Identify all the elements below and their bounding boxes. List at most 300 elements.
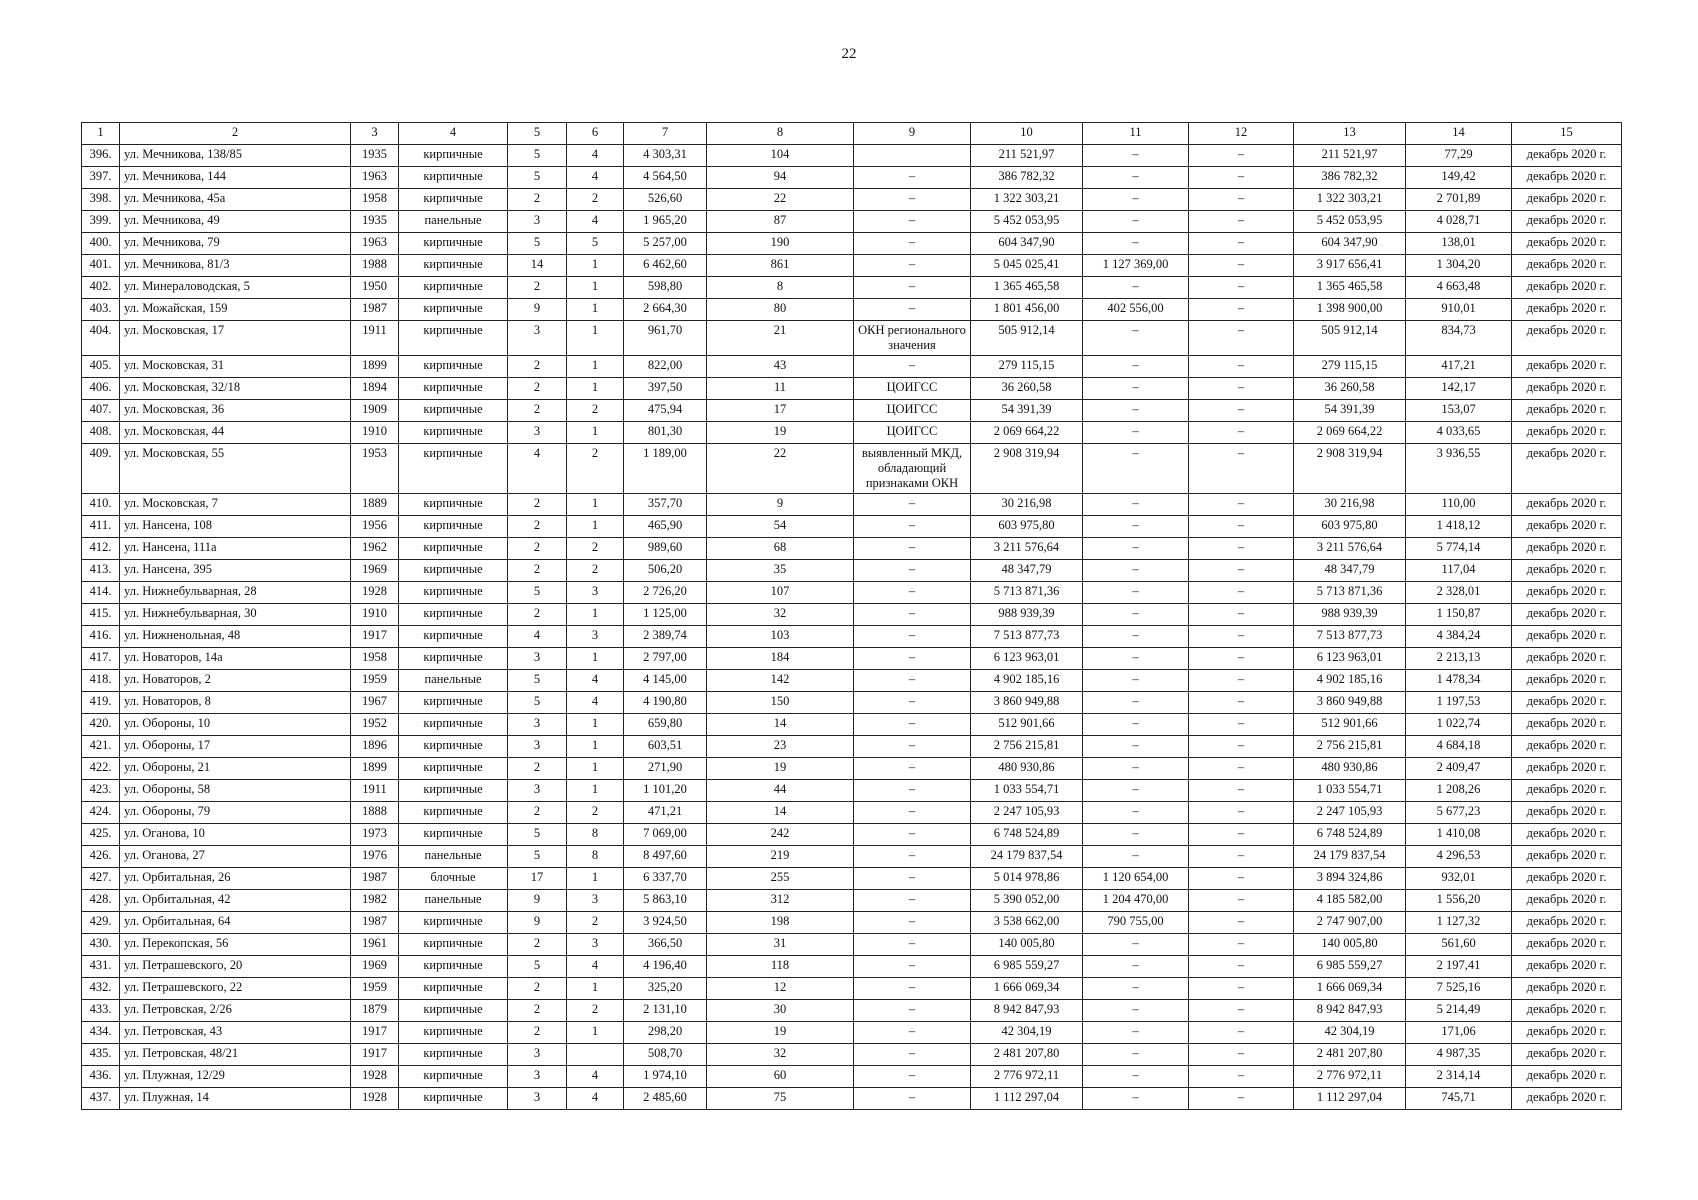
cell-col-2: ул. Московская, 17 xyxy=(120,321,351,356)
cell-col-3: 1879 xyxy=(351,1000,399,1022)
cell-col-1: 411. xyxy=(82,516,120,538)
cell-col-5: 4 xyxy=(508,444,567,494)
table-row xyxy=(82,846,1622,868)
cell-col-9: – xyxy=(854,277,971,299)
cell-col-9: – xyxy=(854,516,971,538)
cell-col-3: 1935 xyxy=(351,211,399,233)
cell-col-5: 5 xyxy=(508,692,567,714)
cell-col-8: 9 xyxy=(707,494,854,516)
table-row xyxy=(82,255,1622,277)
table-row xyxy=(82,299,1622,321)
cell-col-9: – xyxy=(854,780,971,802)
cell-col-2: ул. Оганова, 10 xyxy=(120,824,351,846)
cell-col-8: 104 xyxy=(707,145,854,167)
cell-col-12: – xyxy=(1189,648,1294,670)
cell-col-1: 398. xyxy=(82,189,120,211)
cell-col-15: декабрь 2020 г. xyxy=(1512,868,1622,890)
cell-col-8: 150 xyxy=(707,692,854,714)
table-row xyxy=(82,692,1622,714)
cell-col-9: – xyxy=(854,167,971,189)
cell-col-11: – xyxy=(1083,211,1189,233)
cell-col-10: 7 513 877,73 xyxy=(971,626,1083,648)
cell-col-12: – xyxy=(1189,299,1294,321)
cell-col-6: 3 xyxy=(567,890,624,912)
cell-col-11: – xyxy=(1083,934,1189,956)
cell-col-1: 436. xyxy=(82,1066,120,1088)
cell-col-3: 1956 xyxy=(351,516,399,538)
cell-col-13: 4 185 582,00 xyxy=(1294,890,1406,912)
cell-col-11: – xyxy=(1083,560,1189,582)
cell-col-3: 1952 xyxy=(351,714,399,736)
cell-col-4: кирпичные xyxy=(399,780,508,802)
cell-col-3: 1958 xyxy=(351,189,399,211)
housing-registry-table xyxy=(81,122,1622,1110)
cell-col-11: – xyxy=(1083,400,1189,422)
cell-col-8: 68 xyxy=(707,538,854,560)
cell-col-13: 1 112 297,04 xyxy=(1294,1088,1406,1110)
cell-col-5: 5 xyxy=(508,670,567,692)
column-header-12: 12 xyxy=(1189,123,1294,145)
table-row xyxy=(82,233,1622,255)
cell-col-8: 22 xyxy=(707,189,854,211)
cell-col-12: – xyxy=(1189,802,1294,824)
cell-col-5: 2 xyxy=(508,378,567,400)
cell-col-5: 2 xyxy=(508,1022,567,1044)
cell-col-11: 402 556,00 xyxy=(1083,299,1189,321)
cell-col-10: 24 179 837,54 xyxy=(971,846,1083,868)
cell-col-6: 1 xyxy=(567,356,624,378)
cell-col-8: 54 xyxy=(707,516,854,538)
cell-col-11: – xyxy=(1083,824,1189,846)
column-header-2: 2 xyxy=(120,123,351,145)
cell-col-9: – xyxy=(854,604,971,626)
cell-col-5: 2 xyxy=(508,978,567,1000)
cell-col-6: 4 xyxy=(567,145,624,167)
cell-col-10: 54 391,39 xyxy=(971,400,1083,422)
cell-col-7: 508,70 xyxy=(624,1044,707,1066)
cell-col-10: 988 939,39 xyxy=(971,604,1083,626)
cell-col-14: 2 328,01 xyxy=(1406,582,1512,604)
cell-col-15: декабрь 2020 г. xyxy=(1512,692,1622,714)
cell-col-2: ул. Обороны, 10 xyxy=(120,714,351,736)
cell-col-2: ул. Петровская, 2/26 xyxy=(120,1000,351,1022)
cell-col-12: – xyxy=(1189,516,1294,538)
cell-col-12: – xyxy=(1189,233,1294,255)
cell-col-6: 1 xyxy=(567,780,624,802)
cell-col-9 xyxy=(854,145,971,167)
cell-col-12: – xyxy=(1189,978,1294,1000)
cell-col-12: – xyxy=(1189,538,1294,560)
cell-col-9: – xyxy=(854,299,971,321)
cell-col-6: 1 xyxy=(567,299,624,321)
cell-col-4: панельные xyxy=(399,846,508,868)
cell-col-4: панельные xyxy=(399,890,508,912)
table-row xyxy=(82,956,1622,978)
cell-col-4: кирпичные xyxy=(399,378,508,400)
cell-col-12: – xyxy=(1189,560,1294,582)
cell-col-7: 801,30 xyxy=(624,422,707,444)
cell-col-10: 505 912,14 xyxy=(971,321,1083,356)
cell-col-4: кирпичные xyxy=(399,167,508,189)
cell-col-7: 603,51 xyxy=(624,736,707,758)
cell-col-15: декабрь 2020 г. xyxy=(1512,912,1622,934)
cell-col-14: 745,71 xyxy=(1406,1088,1512,1110)
cell-col-12: – xyxy=(1189,714,1294,736)
cell-col-15: декабрь 2020 г. xyxy=(1512,560,1622,582)
cell-col-5: 3 xyxy=(508,1088,567,1110)
cell-col-7: 325,20 xyxy=(624,978,707,1000)
table-row xyxy=(82,1000,1622,1022)
cell-col-2: ул. Обороны, 58 xyxy=(120,780,351,802)
cell-col-9: – xyxy=(854,233,971,255)
cell-col-10: 8 942 847,93 xyxy=(971,1000,1083,1022)
cell-col-7: 2 131,10 xyxy=(624,1000,707,1022)
cell-col-13: 140 005,80 xyxy=(1294,934,1406,956)
cell-col-4: панельные xyxy=(399,211,508,233)
cell-col-11: – xyxy=(1083,648,1189,670)
table-row xyxy=(82,1044,1622,1066)
cell-col-14: 138,01 xyxy=(1406,233,1512,255)
cell-col-15: декабрь 2020 г. xyxy=(1512,626,1622,648)
cell-col-6: 1 xyxy=(567,758,624,780)
column-header-5: 5 xyxy=(508,123,567,145)
cell-col-12: – xyxy=(1189,912,1294,934)
cell-col-8: 30 xyxy=(707,1000,854,1022)
cell-col-13: 279 115,15 xyxy=(1294,356,1406,378)
cell-col-13: 512 901,66 xyxy=(1294,714,1406,736)
cell-col-9: – xyxy=(854,1022,971,1044)
table-row xyxy=(82,356,1622,378)
cell-col-1: 437. xyxy=(82,1088,120,1110)
cell-col-9: – xyxy=(854,714,971,736)
cell-col-2: ул. Обороны, 21 xyxy=(120,758,351,780)
cell-col-6: 1 xyxy=(567,422,624,444)
cell-col-14: 4 033,65 xyxy=(1406,422,1512,444)
cell-col-8: 19 xyxy=(707,758,854,780)
cell-col-2: ул. Петрашевского, 22 xyxy=(120,978,351,1000)
cell-col-11: – xyxy=(1083,758,1189,780)
cell-col-1: 403. xyxy=(82,299,120,321)
column-header-3: 3 xyxy=(351,123,399,145)
cell-col-7: 2 726,20 xyxy=(624,582,707,604)
cell-col-9: ЦОИГСС xyxy=(854,378,971,400)
cell-col-15: декабрь 2020 г. xyxy=(1512,780,1622,802)
column-header-11: 11 xyxy=(1083,123,1189,145)
cell-col-9: – xyxy=(854,670,971,692)
cell-col-6: 1 xyxy=(567,648,624,670)
cell-col-2: ул. Перекопская, 56 xyxy=(120,934,351,956)
cell-col-5: 14 xyxy=(508,255,567,277)
cell-col-3: 1888 xyxy=(351,802,399,824)
cell-col-3: 1987 xyxy=(351,868,399,890)
cell-col-8: 118 xyxy=(707,956,854,978)
cell-col-1: 429. xyxy=(82,912,120,934)
cell-col-9: – xyxy=(854,626,971,648)
cell-col-12: – xyxy=(1189,167,1294,189)
cell-col-11: – xyxy=(1083,1022,1189,1044)
column-header-6: 6 xyxy=(567,123,624,145)
cell-col-2: ул. Мечникова, 79 xyxy=(120,233,351,255)
cell-col-7: 2 664,30 xyxy=(624,299,707,321)
cell-col-15: декабрь 2020 г. xyxy=(1512,356,1622,378)
cell-col-15: декабрь 2020 г. xyxy=(1512,1066,1622,1088)
cell-col-10: 1 112 297,04 xyxy=(971,1088,1083,1110)
cell-col-7: 526,60 xyxy=(624,189,707,211)
cell-col-4: блочные xyxy=(399,868,508,890)
cell-col-12: – xyxy=(1189,780,1294,802)
cell-col-2: ул. Мечникова, 138/85 xyxy=(120,145,351,167)
table-body xyxy=(82,145,1622,1110)
cell-col-6: 1 xyxy=(567,604,624,626)
cell-col-12: – xyxy=(1189,582,1294,604)
cell-col-13: 604 347,90 xyxy=(1294,233,1406,255)
cell-col-1: 396. xyxy=(82,145,120,167)
cell-col-14: 4 028,71 xyxy=(1406,211,1512,233)
cell-col-1: 407. xyxy=(82,400,120,422)
cell-col-15: декабрь 2020 г. xyxy=(1512,255,1622,277)
cell-col-14: 77,29 xyxy=(1406,145,1512,167)
cell-col-14: 7 525,16 xyxy=(1406,978,1512,1000)
cell-col-12: – xyxy=(1189,1022,1294,1044)
column-header-10: 10 xyxy=(971,123,1083,145)
cell-col-3: 1950 xyxy=(351,277,399,299)
table-row xyxy=(82,538,1622,560)
cell-col-11: – xyxy=(1083,189,1189,211)
cell-col-8: 14 xyxy=(707,802,854,824)
cell-col-4: кирпичные xyxy=(399,934,508,956)
cell-col-4: кирпичные xyxy=(399,736,508,758)
cell-col-5: 2 xyxy=(508,802,567,824)
cell-col-4: кирпичные xyxy=(399,604,508,626)
cell-col-6: 4 xyxy=(567,1066,624,1088)
cell-col-7: 2 797,00 xyxy=(624,648,707,670)
cell-col-1: 408. xyxy=(82,422,120,444)
cell-col-13: 2 756 215,81 xyxy=(1294,736,1406,758)
cell-col-11: – xyxy=(1083,582,1189,604)
cell-col-5: 4 xyxy=(508,626,567,648)
cell-col-13: 4 902 185,16 xyxy=(1294,670,1406,692)
cell-col-1: 412. xyxy=(82,538,120,560)
cell-col-4: кирпичные xyxy=(399,494,508,516)
cell-col-5: 2 xyxy=(508,934,567,956)
cell-col-3: 1894 xyxy=(351,378,399,400)
cell-col-15: декабрь 2020 г. xyxy=(1512,494,1622,516)
cell-col-10: 2 908 319,94 xyxy=(971,444,1083,494)
cell-col-6: 3 xyxy=(567,626,624,648)
cell-col-13: 3 917 656,41 xyxy=(1294,255,1406,277)
cell-col-3: 1935 xyxy=(351,145,399,167)
cell-col-8: 75 xyxy=(707,1088,854,1110)
cell-col-2: ул. Плужная, 14 xyxy=(120,1088,351,1110)
cell-col-12: – xyxy=(1189,758,1294,780)
cell-col-13: 6 748 524,89 xyxy=(1294,824,1406,846)
cell-col-3: 1987 xyxy=(351,299,399,321)
cell-col-10: 386 782,32 xyxy=(971,167,1083,189)
cell-col-2: ул. Московская, 55 xyxy=(120,444,351,494)
cell-col-7: 4 190,80 xyxy=(624,692,707,714)
cell-col-13: 42 304,19 xyxy=(1294,1022,1406,1044)
cell-col-12: – xyxy=(1189,890,1294,912)
cell-col-4: кирпичные xyxy=(399,299,508,321)
cell-col-2: ул. Нижненольная, 48 xyxy=(120,626,351,648)
cell-col-12: – xyxy=(1189,189,1294,211)
cell-col-13: 2 776 972,11 xyxy=(1294,1066,1406,1088)
cell-col-10: 2 481 207,80 xyxy=(971,1044,1083,1066)
cell-col-9: – xyxy=(854,1044,971,1066)
cell-col-8: 255 xyxy=(707,868,854,890)
cell-col-1: 406. xyxy=(82,378,120,400)
table-row xyxy=(82,670,1622,692)
cell-col-9: – xyxy=(854,692,971,714)
column-header-7: 7 xyxy=(624,123,707,145)
cell-col-8: 19 xyxy=(707,422,854,444)
table-row xyxy=(82,400,1622,422)
cell-col-11: – xyxy=(1083,1000,1189,1022)
table-row xyxy=(82,912,1622,934)
cell-col-8: 184 xyxy=(707,648,854,670)
cell-col-10: 4 902 185,16 xyxy=(971,670,1083,692)
cell-col-15: декабрь 2020 г. xyxy=(1512,956,1622,978)
cell-col-10: 2 069 664,22 xyxy=(971,422,1083,444)
cell-col-11: – xyxy=(1083,516,1189,538)
cell-col-5: 5 xyxy=(508,956,567,978)
cell-col-1: 426. xyxy=(82,846,120,868)
cell-col-6: 1 xyxy=(567,378,624,400)
table-row xyxy=(82,582,1622,604)
cell-col-5: 2 xyxy=(508,758,567,780)
cell-col-10: 140 005,80 xyxy=(971,934,1083,956)
cell-col-1: 399. xyxy=(82,211,120,233)
cell-col-7: 397,50 xyxy=(624,378,707,400)
cell-col-15: декабрь 2020 г. xyxy=(1512,670,1622,692)
cell-col-12: – xyxy=(1189,626,1294,648)
cell-col-9: – xyxy=(854,978,971,1000)
cell-col-10: 3 211 576,64 xyxy=(971,538,1083,560)
cell-col-10: 1 322 303,21 xyxy=(971,189,1083,211)
cell-col-8: 8 xyxy=(707,277,854,299)
cell-col-5: 2 xyxy=(508,277,567,299)
cell-col-12: – xyxy=(1189,868,1294,890)
cell-col-7: 4 303,31 xyxy=(624,145,707,167)
cell-col-12: – xyxy=(1189,604,1294,626)
cell-col-8: 44 xyxy=(707,780,854,802)
cell-col-4: кирпичные xyxy=(399,189,508,211)
cell-col-13: 1 033 554,71 xyxy=(1294,780,1406,802)
cell-col-11: – xyxy=(1083,626,1189,648)
table-row xyxy=(82,978,1622,1000)
cell-col-7: 1 974,10 xyxy=(624,1066,707,1088)
cell-col-13: 1 398 900,00 xyxy=(1294,299,1406,321)
cell-col-3: 1958 xyxy=(351,648,399,670)
cell-col-14: 4 296,53 xyxy=(1406,846,1512,868)
cell-col-9: – xyxy=(854,846,971,868)
cell-col-4: кирпичные xyxy=(399,582,508,604)
cell-col-3: 1910 xyxy=(351,604,399,626)
cell-col-10: 3 538 662,00 xyxy=(971,912,1083,934)
cell-col-14: 4 663,48 xyxy=(1406,277,1512,299)
cell-col-7: 822,00 xyxy=(624,356,707,378)
cell-col-4: кирпичные xyxy=(399,1022,508,1044)
table-row xyxy=(82,890,1622,912)
cell-col-1: 402. xyxy=(82,277,120,299)
cell-col-12: – xyxy=(1189,692,1294,714)
cell-col-13: 988 939,39 xyxy=(1294,604,1406,626)
column-header-1: 1 xyxy=(82,123,120,145)
cell-col-10: 30 216,98 xyxy=(971,494,1083,516)
cell-col-7: 366,50 xyxy=(624,934,707,956)
cell-col-8: 17 xyxy=(707,400,854,422)
page-number: 22 xyxy=(841,46,857,62)
cell-col-14: 2 314,14 xyxy=(1406,1066,1512,1088)
cell-col-10: 211 521,97 xyxy=(971,145,1083,167)
table-row xyxy=(82,934,1622,956)
cell-col-1: 433. xyxy=(82,1000,120,1022)
cell-col-11: – xyxy=(1083,167,1189,189)
cell-col-1: 418. xyxy=(82,670,120,692)
cell-col-4: кирпичные xyxy=(399,400,508,422)
cell-col-9: – xyxy=(854,211,971,233)
cell-col-3: 1899 xyxy=(351,758,399,780)
table-row xyxy=(82,604,1622,626)
cell-col-4: кирпичные xyxy=(399,321,508,356)
cell-col-14: 1 418,12 xyxy=(1406,516,1512,538)
cell-col-7: 357,70 xyxy=(624,494,707,516)
cell-col-5: 2 xyxy=(508,1000,567,1022)
cell-col-15: декабрь 2020 г. xyxy=(1512,846,1622,868)
cell-col-14: 149,42 xyxy=(1406,167,1512,189)
cell-col-15: декабрь 2020 г. xyxy=(1512,233,1622,255)
cell-col-15: декабрь 2020 г. xyxy=(1512,1044,1622,1066)
cell-col-15: декабрь 2020 г. xyxy=(1512,758,1622,780)
cell-col-3: 1953 xyxy=(351,444,399,494)
cell-col-3: 1899 xyxy=(351,356,399,378)
cell-col-2: ул. Обороны, 79 xyxy=(120,802,351,824)
cell-col-3: 1909 xyxy=(351,400,399,422)
cell-col-5: 9 xyxy=(508,912,567,934)
column-header-8: 8 xyxy=(707,123,854,145)
table-row xyxy=(82,868,1622,890)
cell-col-5: 5 xyxy=(508,233,567,255)
cell-col-10: 42 304,19 xyxy=(971,1022,1083,1044)
cell-col-11: – xyxy=(1083,233,1189,255)
cell-col-2: ул. Мечникова, 81/3 xyxy=(120,255,351,277)
cell-col-1: 397. xyxy=(82,167,120,189)
cell-col-13: 480 930,86 xyxy=(1294,758,1406,780)
cell-col-13: 48 347,79 xyxy=(1294,560,1406,582)
cell-col-8: 219 xyxy=(707,846,854,868)
cell-col-13: 5 713 871,36 xyxy=(1294,582,1406,604)
cell-col-3: 1967 xyxy=(351,692,399,714)
cell-col-11: – xyxy=(1083,356,1189,378)
cell-col-6: 1 xyxy=(567,494,624,516)
cell-col-9: – xyxy=(854,868,971,890)
cell-col-8: 107 xyxy=(707,582,854,604)
table-row xyxy=(82,1088,1622,1110)
cell-col-6: 4 xyxy=(567,167,624,189)
cell-col-4: кирпичные xyxy=(399,1066,508,1088)
cell-col-3: 1962 xyxy=(351,538,399,560)
cell-col-2: ул. Минераловодская, 5 xyxy=(120,277,351,299)
table-row xyxy=(82,780,1622,802)
cell-col-15: декабрь 2020 г. xyxy=(1512,321,1622,356)
cell-col-15: декабрь 2020 г. xyxy=(1512,378,1622,400)
cell-col-8: 43 xyxy=(707,356,854,378)
cell-col-5: 5 xyxy=(508,846,567,868)
cell-col-14: 1 150,87 xyxy=(1406,604,1512,626)
cell-col-4: кирпичные xyxy=(399,233,508,255)
cell-col-13: 2 481 207,80 xyxy=(1294,1044,1406,1066)
cell-col-8: 23 xyxy=(707,736,854,758)
